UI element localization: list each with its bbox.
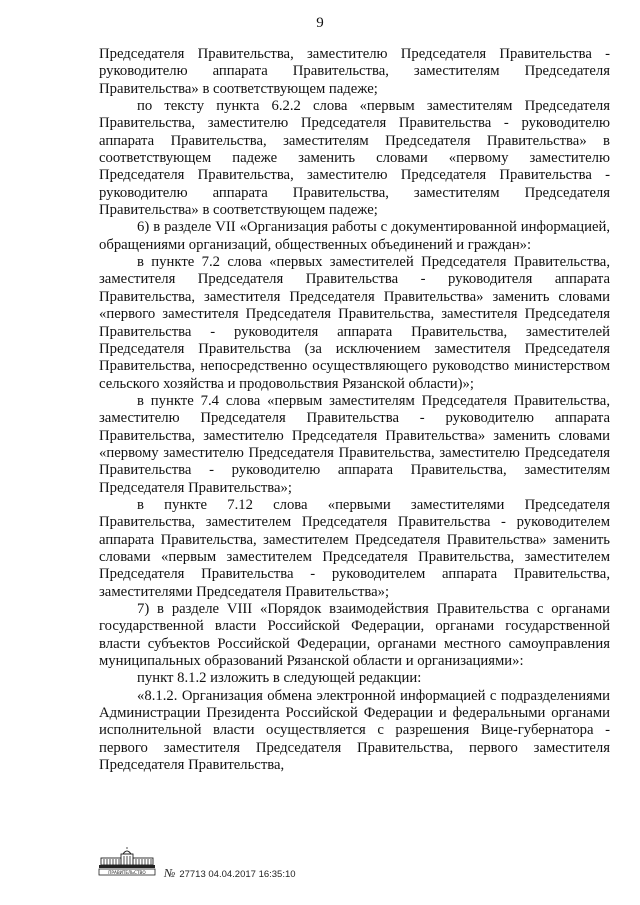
document-body [99,46,610,774]
paragraph: по тексту пункта 6.2.2 слова «первым заместителям Председателя Правительства, заместителю Председателя Правительства - руководителю аппарата Правительства, заместителям Председателя Правительства» в соответствующем падеже заменить словами «первому заместителю Председателя Правительства, заместителю Председателя Правительства - руководителю аппарата Правительства, заместителям Председателя Правительства» в соответствующем падеже; [99,98,610,219]
logo-caption: ПРАВИТЕЛЬСТВО [108,870,146,875]
stamp-text: 27713 04.04.2017 16:35:10 [179,869,296,880]
paragraph: в пункте 7.4 слова «первым заместителям Председателя Правительства, заместителю Председателя Правительства - руководителю аппарата Правительства, заместителю Председателя Правительства» заменить словами «первому заместителю Председателя Правительства, заместителю Председателя Правительства - руководителю аппарата Правительства, заместителям Председателя Правительства»; [99,392,610,496]
number-sign: № [164,866,176,880]
paragraph: 7) в разделе VIII «Порядок взаимодействия Правительства с органами государственной власти Российской Федерации, органами государственной власти субъектов Российской Федерации, органами местного самоуправления муниципальных образований Рязанской области и организациями»: [99,601,610,670]
paragraph: Председателя Правительства, заместителю Председателя Правительства - руководителю аппарата Правительства, заместителям Председателя Правительства» в соответствующем падеже; [99,46,610,97]
page-footer [98,846,358,886]
paragraph: «8.1.2. Организация обмена электронной информацией с подразделениями Администрации Президента Российской Федерации и федеральными органами исполнительной власти осуществляется с разрешения Вице-губернатора - первого заместителя Председателя Правительства, первого заместителя Председателя Правительства, [99,687,610,774]
paragraph: в пункте 7.2 слова «первых заместителей Председателя Правительства, заместителя Председателя Правительства - руководителя аппарата Правительства, заместителя Председателя Правительства» заменить словами «первого заместителя Председателя Правительства, заместителя Председателя Правительства - руководителя аппарата Правительства, заместителей Председателя Правительства (за исключением заместителя Председателя Правительства, непосредственно осуществляющего руководство министерством сельского хозяйства и продовольствия Рязанской области)»; [99,254,610,392]
registration-stamp [164,866,296,881]
government-building-emblem-icon [98,846,156,876]
page-number: 9 [316,15,324,31]
paragraph: в пункте 7.12 слова «первыми заместителями Председателя Правительства, заместителем Председателя Правительства - руководителем аппарата Правительства, заместителем Председателя Правительства» заменить словами «первым заместителем Председателя Правительства, заместителем Председателя Правительства - руководителем аппарата Правительства, заместителями Председателя Правительства»; [99,496,610,600]
paragraph: 6) в разделе VII «Организация работы с документированной информацией, обращениями организаций, общественных объединений и граждан»: [99,219,610,253]
paragraph: пункт 8.1.2 изложить в следующей редакции: [137,670,422,687]
